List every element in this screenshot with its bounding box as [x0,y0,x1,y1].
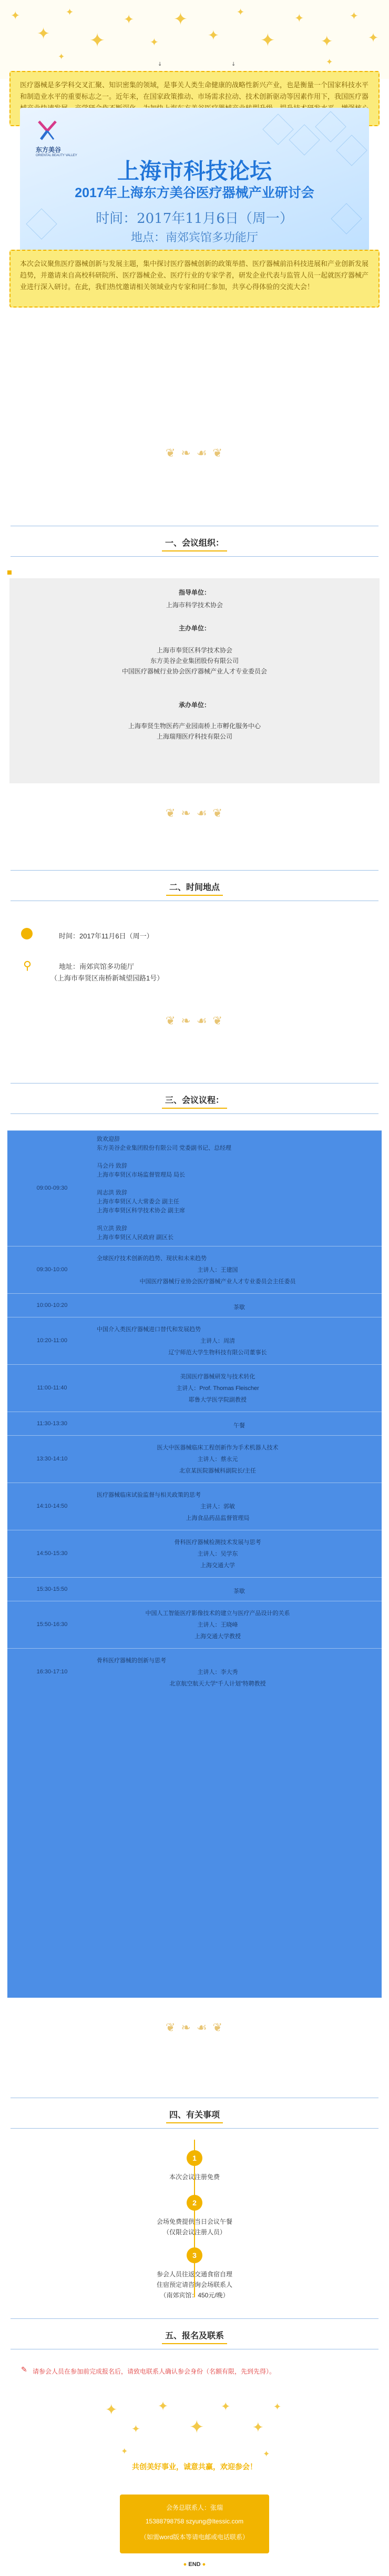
sparkle-icon: ✦ [189,2417,204,2438]
organizer-label: 承办单位： [178,701,210,709]
notice-icon: ✎ [21,2366,27,2374]
agenda-line: 上海市奉贤区市场监督管理局 局长 [97,1172,186,1178]
banner-time: 时间：2017年11月6日（周一） [96,211,293,227]
agenda-line: 辽宁师范大学生物科技有限公司董事长 [168,1350,267,1356]
agenda-row [7,1364,382,1412]
agenda-line: 主讲人：李大秀 [197,1669,238,1675]
sparkle-icon: ✦ [66,7,74,18]
host-label: 主办单位： [178,625,210,632]
section-divider [11,2318,378,2319]
organizer-unit: 上海奉贤生物医药产业园南桥上市孵化服务中心 [128,722,261,730]
agenda-line: 上海市奉贤区科学技术协会 副主席 [97,1208,186,1214]
agenda-content [97,1537,339,1571]
agenda-row [7,1577,382,1601]
sparkle-icon: ✦ [158,2399,169,2414]
agenda-row [7,1601,382,1649]
agenda-line: 主讲人：周清 [200,1338,235,1344]
agenda-line: 上海食品药品监督管理局 [186,1515,250,1521]
sparkle-icon: ✦ [208,28,219,44]
agenda-line: 东方美谷企业集团股份有限公司 党委副书记、总经理 [97,1145,232,1151]
sparkle-icon: ✦ [37,25,50,43]
agenda-time: 10:20-11:00 [37,1337,67,1344]
agenda-row [7,1412,382,1436]
logo-subtext: ORIENTAL BEAUTY VALLEY [36,154,77,157]
agenda-row [7,1648,382,1696]
agenda-row [7,1293,382,1317]
contact-notice: 请参会人员在参加前完成报名后，请致电联系人确认参会身份（名额有限，先到先得）。 [33,2368,276,2375]
banner-place: 地点：南郊宾馆多功能厅 [130,231,258,244]
agenda-line: 北京某医院器械科副院长/主任 [179,1468,257,1474]
sparkle-icon: ✦ [263,2449,270,2459]
agenda-table [7,1130,382,1998]
intro-text: 医疗器械是多学科交叉汇聚、知识密集的领域，是事关人类生命健康的战略性新兴产业，也是衡量一个国家科技水平和制造业水平的重要标志之一。近年来，在国家政策推动、市场需求拉动、技术创新驱动等因素作用下，我国医疗器 [20,81,369,100]
agenda-line: 上海市奉贤区人民政府 副区长 [97,1234,174,1241]
section-divider [11,2128,378,2129]
event-place: 地址：南郊宾馆多功能厅 [59,963,135,970]
sparkle-icon: ✦ [321,33,333,50]
agenda-row [7,1483,382,1530]
agenda-line: 主讲人：吴学东 [197,1551,238,1557]
agenda-time: 09:30-10:00 [36,1266,68,1273]
sparkle-icon: ✦ [326,57,333,67]
agenda-line: 主讲人：Prof. Thomas Fleischer [176,1385,259,1392]
lead-box [9,250,380,308]
sparkle-icon: ✦ [131,2422,140,2435]
sparkle-icon: ✦ [11,9,21,23]
logo-text: 东方美谷 [36,146,62,154]
agenda-time: 11:30-13:30 [37,1420,67,1427]
section-notes-heading: 四、有关事项 [0,2108,389,2123]
end-marker: ● END ● [183,2561,206,2568]
ornament-divider: ❦ ❧ ☙ ❦ [165,447,223,460]
arrow-down-icon: ↓ [158,62,162,67]
dot-icon: ● [183,2561,189,2568]
note-text: 本次会议注册免费 [169,2173,220,2181]
organization-box [9,578,380,783]
note-text: 参会人员往返交通食宿自理 [156,2271,232,2278]
sparkle-icon: ✦ [273,2401,282,2413]
agenda-line [97,1153,231,1162]
agenda-line: 中国人工智能医疗影像技术的建立与医疗产品设计的关系 [145,1610,290,1617]
banner-subtitle: 2017年上海东方美谷医疗器械产业研讨会 [75,186,314,200]
agenda-content [97,1324,339,1358]
sparkle-icon: ✦ [294,12,304,25]
agenda-time: 10:00-10:20 [36,1302,68,1309]
note-text: 会场免费提供当日会议午餐 [156,2218,232,2225]
ornament-divider: ❦ ❧ ☙ ❦ [165,1015,223,1028]
agenda-time: 11:00-11:40 [37,1385,67,1391]
host-unit: 中国医疗器械行业协会医疗器械产业人才专业委员会 [121,668,267,675]
agenda-line [97,1180,231,1189]
hex-decoration [315,111,346,142]
section-contact-heading: 五、报名及联系 [0,2329,389,2344]
arrow-down-icon: ↓ [231,62,236,67]
agenda-line: 主讲人：王晓峰 [197,1622,238,1628]
event-banner [20,108,369,255]
dot-icon: ● [200,2561,206,2568]
sparkle-icon: ✦ [237,7,245,18]
section-time-heading: 二、时间地点 [0,881,389,896]
agenda-line: 全球医疗技术创新的趋势、现状和未来趋势 [97,1255,207,1262]
note-text: （南郊宾馆：450元/晚） [160,2292,229,2299]
organizer-unit: 上海瑞翔医疗科技有限公司 [156,733,232,740]
agenda-line: 骨科医疗器械的创新与思考 [97,1658,166,1664]
contact-slogan: 共创美好事业，诚意共赢，欢迎参会！ [132,2462,257,2471]
agenda-time: 16:30-17:10 [36,1669,68,1675]
agenda-line: 主讲人：蔡永元 [197,1456,238,1463]
section-agenda-heading: 三、会议议程： [0,1093,389,1109]
agenda-line: 北京航空航天大学“千人计划”特聘教授 [169,1681,266,1687]
agenda-line: 主讲人：郭敏 [200,1504,235,1510]
guide-label: 指导单位： [178,589,210,596]
agenda-line: 耶鲁大学医学院副教授 [189,1397,247,1403]
agenda-time: 15:30-15:50 [36,1586,68,1592]
contact-phone-email[interactable]: 15388798758 szyung@ltessic.com [145,2518,244,2525]
contact-person: 会务总联系人：张瑞 [166,2504,223,2511]
contact-sparkle-band [0,2397,389,2487]
logo-mark-icon [36,118,59,141]
agenda-line: 上海市奉贤区人大常委会 副主任 [97,1199,180,1205]
agenda-break-label: 午餐 [233,1422,245,1429]
agenda-line: 马会丹 致辞 [97,1163,128,1169]
event-address: （上海市奉贤区南桥新城望园路1号） [50,974,164,982]
agenda-time: 14:10-14:50 [36,1503,68,1509]
ornament-divider: ❦ ❧ ☙ ❦ [165,2021,223,2035]
sparkle-icon: ✦ [368,30,379,45]
sparkle-icon: ✦ [105,2401,118,2418]
agenda-line: 骨科医疗器械检测技术发展与思考 [174,1539,261,1546]
agenda-row [7,1130,382,1246]
contact-note: （如需word版本等请电邮或电话联系） [140,2533,249,2541]
agenda-time: 09:00-09:30 [36,1185,68,1191]
sparkle-icon: ✦ [121,2446,128,2456]
agenda-time: 14:50-15:30 [36,1550,68,1557]
agenda-time: 13:30-14:10 [36,1456,68,1462]
banner-title: 上海市科技论坛 [117,159,272,183]
agenda-content [97,1371,339,1406]
agenda-content [97,1302,382,1313]
event-time: 时间：2017年11月6日（周一） [59,932,153,940]
note-text: （仅限会议注册人员） [162,2229,226,2236]
agenda-content [97,1135,231,1242]
agenda-line: 上海交通大学 [200,1562,235,1569]
agenda-time: 15:50-16:30 [36,1621,68,1628]
sparkle-icon: ✦ [173,9,188,29]
agenda-content [97,1655,339,1690]
location-pin-icon: ⚲ [23,959,32,973]
sparkle-icon: ✦ [58,52,65,62]
contact-box [120,2495,269,2553]
agenda-row [7,1317,382,1365]
guide-unit: 上海市科学技术协会 [166,601,223,609]
agenda-line: 医大中医器械临床工程创新作为手术机器人技术 [157,1445,279,1451]
clock-icon [21,928,33,939]
agenda-line: 主讲人：王建国 [197,1267,238,1273]
note-number-badge: 2 [187,2195,202,2211]
section-divider [11,1113,378,1114]
section-divider [11,556,378,557]
agenda-row [7,1246,382,1294]
section-org-heading: 一、会议组织： [0,536,389,551]
note-text: 住宿预定请咨询会场联系人 [156,2281,232,2288]
sparkle-icon: ✦ [350,9,359,22]
host-unit: 东方美谷企业集团股份有限公司 [150,657,239,665]
agenda-break-label: 茶歇 [233,1588,245,1594]
agenda-line: 上海交通大学教授 [194,1633,241,1640]
agenda-content [97,1608,339,1642]
note-number-badge: 3 [187,2247,202,2263]
agenda-content [97,1489,339,1524]
sparkle-icon: ✦ [252,2420,264,2436]
section-divider [11,870,378,871]
agenda-content [97,1253,339,1287]
agenda-line: 中国介入类医疗器械进口替代和发展趋势 [97,1326,201,1333]
corner-marker [7,570,12,575]
agenda-content [97,1586,382,1597]
ornament-divider: ❦ ❧ ☙ ❦ [165,807,223,820]
host-unit: 上海市奉贤区科学技术协会 [156,647,232,654]
agenda-row [7,1530,382,1578]
agenda-line: 致欢迎辞 [97,1136,120,1142]
sparkle-icon: ✦ [260,30,275,51]
agenda-content [97,1420,382,1432]
note-number-badge: 1 [187,2150,202,2166]
sparkle-icon: ✦ [221,2400,231,2414]
sparkle-icon: ✦ [124,12,135,27]
agenda-content [97,1442,339,1477]
top-sparkle-band [0,0,389,79]
agenda-line: 中国医疗器械行业协会医疗器械产业人才专业委员会主任委员 [139,1279,296,1285]
agenda-line [97,1215,231,1224]
agenda-line: 巩立洪 致辞 [97,1225,128,1232]
agenda-row [7,1435,382,1483]
sparkle-icon: ✦ [150,36,159,48]
agenda-line: 美国医疗器械研发与技术转化 [180,1374,255,1380]
sparkle-icon: ✦ [89,30,106,52]
lead-text: 本次会议聚焦医疗器械创新与发展主题，集中探讨医疗器械创新的政策举措、医疗器械前沿科技进展和产业创新发展趋势，并邀请来自高校科研院所、医疗器械企业、医疗行业的专家学者，研发企业代表与监管人员一起就医疗器械产业进行深入研讨。在此，我们热忱邀请相关领域业内专家和同仁参加，共享心得体验的交流大会！ [20,260,369,291]
agenda-line: 医疗器械临床试验监督与相关政策的思考 [97,1492,201,1498]
agenda-break-label: 茶歇 [233,1304,245,1311]
agenda-line: 周志洪 致辞 [97,1190,128,1196]
